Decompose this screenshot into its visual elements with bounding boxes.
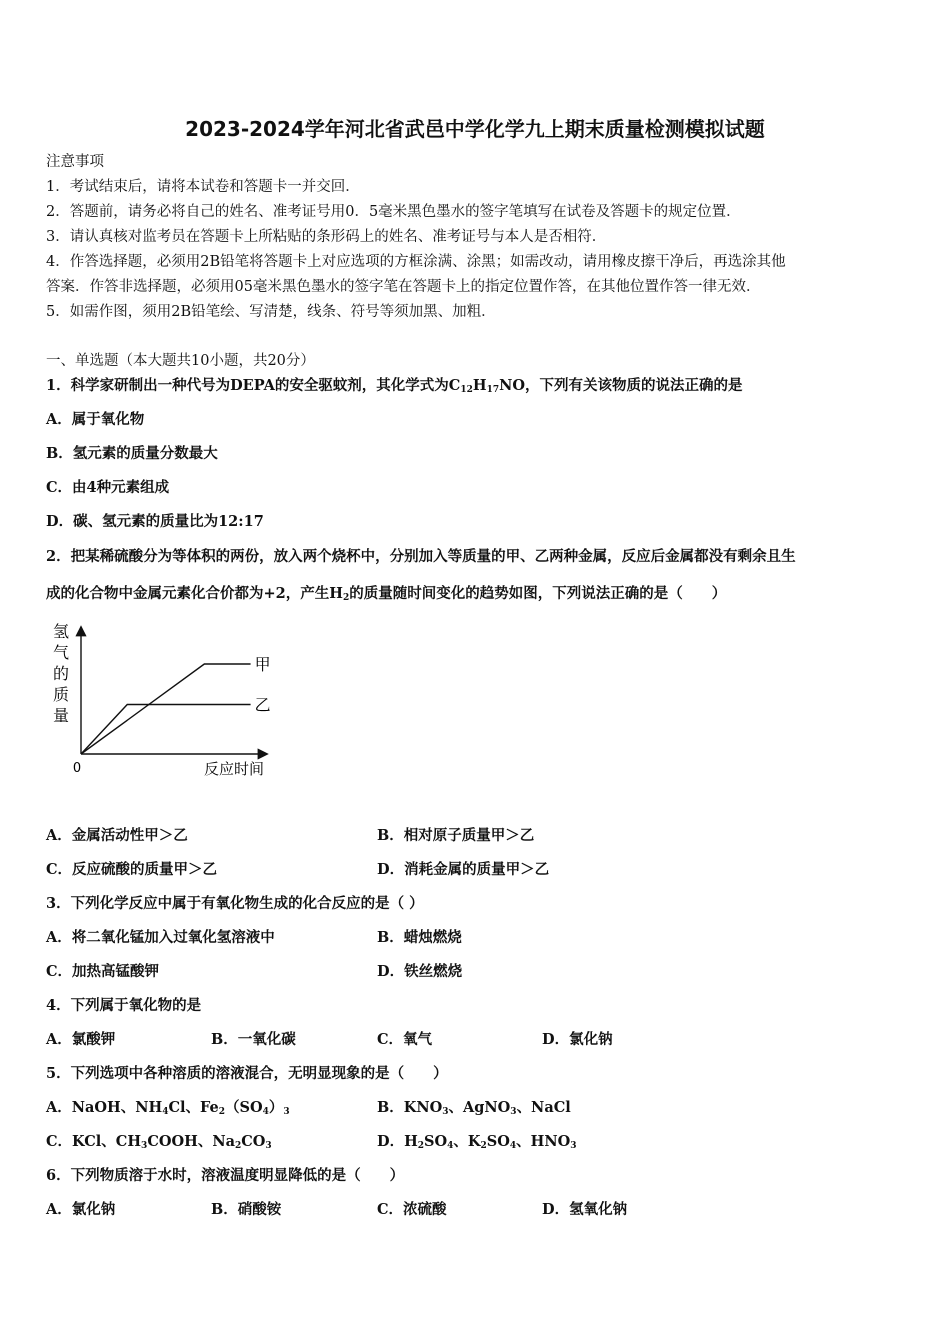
notice-item-4-cont: 答案．作答非选择题，必须用05毫米黑色墨水的签字笔在答题卡上的指定位置作答，在其他位置作答一律无效． (46, 279, 761, 295)
question-1-option-c[interactable]: C．由4种元素组成 (46, 479, 170, 496)
series-line-jia (81, 664, 251, 754)
question-1-option-a[interactable]: A．属于氧化物 (46, 411, 145, 428)
question-4-option-b[interactable]: B．一氧化碳 (211, 1031, 296, 1048)
notice-item-3: 3．请认真核对监考员在答题卡上所粘贴的条形码上的姓名、准考证号与本人是否相符． (46, 229, 607, 245)
question-6-option-a[interactable]: A．氯化钠 (46, 1201, 116, 1218)
question-3-option-b[interactable]: B．蜡烛燃烧 (377, 929, 462, 946)
question-1-stem: 1．科学家研制出一种代号为DEPA的安全驱蚊剂，其化学式为$C_{12}H_{17}NO$，下列有关该物质的说法正确的是 (46, 377, 743, 395)
series-line-yi (81, 705, 251, 755)
page-title: 2023-2024学年河北省武邑中学化学九上期末质量检测模拟试题 (185, 117, 765, 141)
question-6-stem: 6．下列物质溶于水时，溶液温度明显降低的是（ ） (46, 1167, 405, 1184)
question-4-option-d[interactable]: D．氯化钠 (542, 1031, 613, 1048)
series-label-yi: 乙 (254, 695, 271, 715)
notice-item-5: 5．如需作图，须用2B铅笔绘、写清楚，线条、符号等须加黑、加粗． (46, 304, 496, 320)
question-5-option-b[interactable]: B．$KNO_3$、AgNO$_3$、NaCl (377, 1099, 571, 1117)
x-axis-label: 反应时间 (203, 760, 265, 778)
question-3-option-c[interactable]: C．加热高锰酸钾 (46, 963, 160, 980)
question-5-option-c[interactable]: C．KCl、$CH_3COOH$、$Na_2CO_3$ (46, 1133, 272, 1151)
notice-item-2: 2．答题前，请务必将自己的姓名、准考证号用0．5毫米黑色墨水的签字笔填写在试卷及答题卡的规定位置． (46, 204, 741, 220)
question-2-option-c[interactable]: C．反应硫酸的质量甲＞乙 (46, 861, 218, 878)
origin-label: 0 (72, 761, 82, 776)
question-5-stem: 5．下列选项中各种溶质的溶液混合，无明显现象的是（ ） (46, 1065, 448, 1082)
question-2-option-b[interactable]: B．相对原子质量甲＞乙 (377, 827, 535, 844)
hydrogen-mass-chart (44, 618, 284, 788)
question-1-option-b[interactable]: B．氢元素的质量分数最大 (46, 445, 218, 462)
question-2-stem-line-1: 2．把某稀硫酸分为等体积的两份，放入两个烧杯中，分别加入等质量的甲、乙两种金属，反应后金属都没有剩余且生 (46, 548, 796, 565)
question-6-option-b[interactable]: B．硝酸铵 (211, 1201, 282, 1218)
notice-item-4: 4．作答选择题，必须用2B铅笔将答题卡上对应选项的方框涂满、涂黑；如需改动，请用橡皮擦干净后，再选涂其他 (46, 254, 786, 270)
question-3-option-a[interactable]: A．将二氧化锰加入过氧化氢溶液中 (46, 929, 275, 946)
question-4-option-a[interactable]: A．氯酸钾 (46, 1031, 116, 1048)
question-5-option-d[interactable]: D．$H_2SO_4$、$K_2SO_4$、$HNO_3$ (377, 1133, 577, 1151)
series-label-jia: 甲 (254, 655, 271, 674)
y-axis-label-char: 的 (52, 664, 70, 683)
question-2-stem-line-2: 成的化合物中金属元素化合价都为+2，产生$H_2$的质量随时间变化的趋势如图，下列说法正确的是（ ） (46, 585, 727, 603)
question-6-option-c[interactable]: C．浓硫酸 (377, 1201, 447, 1218)
question-4-option-c[interactable]: C．氧气 (377, 1031, 433, 1048)
section-heading: 一、单选题（本大题共10小题，共20分） (46, 353, 315, 369)
question-3-option-d[interactable]: D．铁丝燃烧 (377, 963, 463, 980)
question-2-option-d[interactable]: D．消耗金属的质量甲＞乙 (377, 861, 550, 878)
question-1-option-d[interactable]: D．碳、氢元素的质量比为12:17 (46, 513, 264, 530)
question-2-option-a[interactable]: A．金属活动性甲＞乙 (46, 827, 188, 844)
y-axis-label-char: 气 (52, 643, 70, 662)
question-6-option-d[interactable]: D．氢氧化钠 (542, 1201, 628, 1218)
notice-item-1: 1．考试结束后，请将本试卷和答题卡一并交回． (46, 179, 360, 195)
question-5-option-a[interactable]: A．NaOH、$NH_4Cl$、$Fe_2(SO_4)_3$ (46, 1099, 290, 1117)
y-axis-label-char: 量 (52, 706, 70, 725)
question-3-stem: 3．下列化学反应中属于有氧化物生成的化合反应的是（ ） (46, 895, 424, 912)
notice-heading: 注意事项 (46, 154, 104, 170)
question-4-stem: 4．下列属于氧化物的是 (46, 997, 202, 1014)
y-axis-label-char: 质 (52, 685, 70, 704)
y-axis-label-char: 氢 (52, 622, 70, 641)
